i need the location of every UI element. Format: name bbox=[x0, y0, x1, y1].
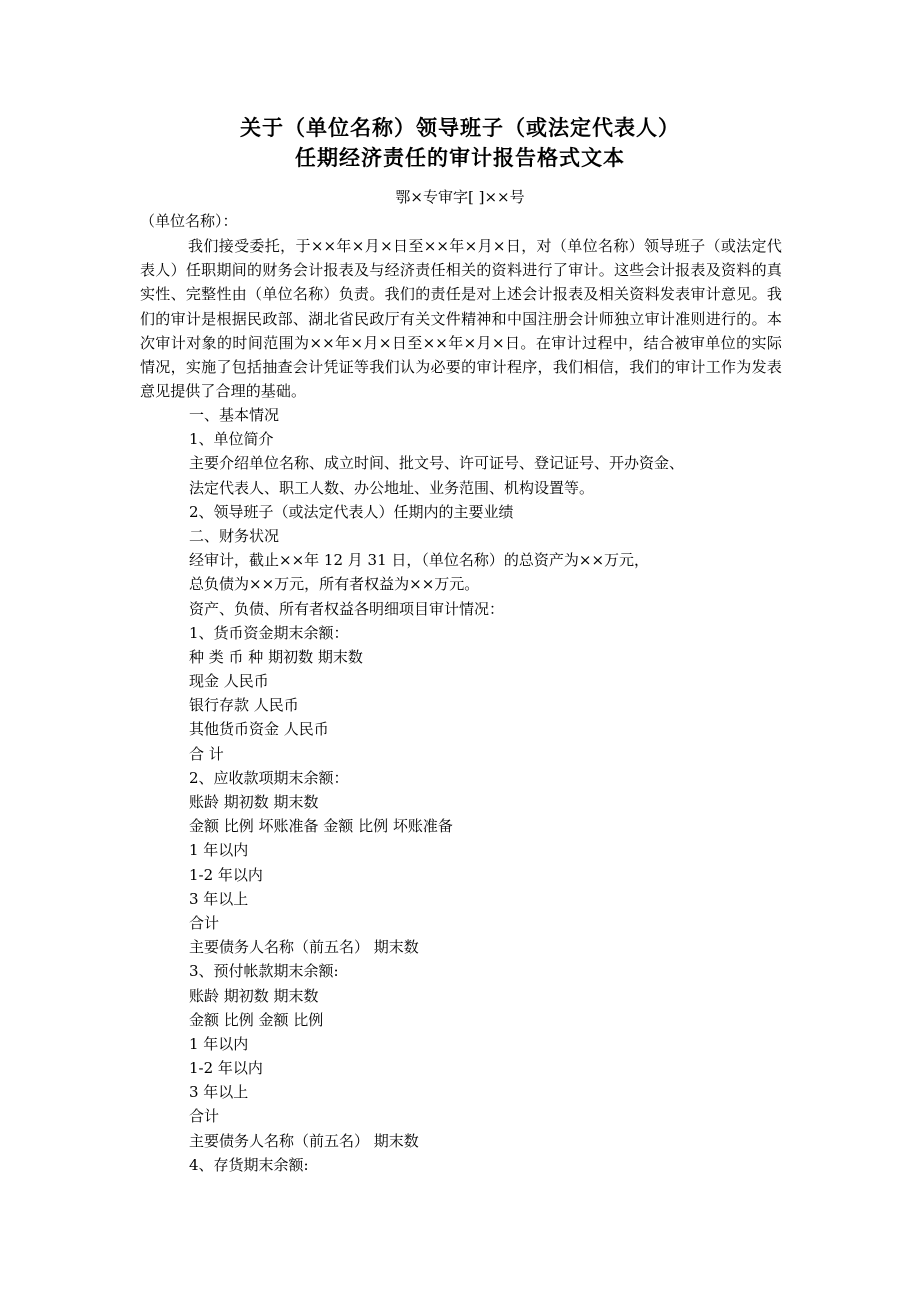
body-line: 主要债务人名称（前五名） 期末数 bbox=[189, 938, 419, 957]
body-line: 金额 比例 坏账准备 金额 比例 坏账准备 bbox=[189, 817, 453, 836]
body-line: 法定代表人、职工人数、办公地址、业务范围、机构设置等。 bbox=[189, 478, 595, 497]
body-line: 1-2 年以内 bbox=[189, 865, 263, 884]
body-line: 种 类 币 种 期初数 期末数 bbox=[189, 647, 363, 666]
body-line: 1、货币资金期末余额： bbox=[189, 623, 349, 642]
body-line: 总负债为××万元，所有者权益为××万元。 bbox=[189, 575, 480, 594]
body-line: 二、财务状况 bbox=[189, 526, 280, 545]
body-line: 1 年以内 bbox=[189, 1034, 249, 1053]
body-line: 经审计，截止××年 12 月 31 日，（单位名称）的总资产为××万元， bbox=[189, 551, 650, 570]
body-line: 主要介绍单位名称、成立时间、批文号、许可证号、登记证号、开办资金、 bbox=[189, 454, 685, 473]
body-line: 3 年以上 bbox=[189, 889, 249, 908]
body-line: 一、基本情况 bbox=[189, 406, 280, 424]
document-title-line-1: 关于（单位名称）领导班子（或法定代表人） bbox=[240, 116, 680, 140]
body-line: 资产、负债、所有者权益各明细项目审计情况： bbox=[189, 599, 505, 618]
body-line: 账龄 期初数 期末数 bbox=[189, 986, 319, 1005]
body-line: 1 年以内 bbox=[189, 841, 249, 860]
document-number: 鄂×专审字[ ]××号 bbox=[395, 188, 525, 206]
intro-paragraph: 我们接受委托，于××年×月×日至××年×月×日，对（单位名称）领导班子（或法定代表人）任职期间的财务会计报表及与经济责任相关的资料进行了审计。这些会计报表及资料的真实性、完整性由（单位名称）负责。我们的责任是对上述会计报表及相关资料发表审计意见。我们的审计是根据民政部、湖北省民政厅有关文件精神和中国注册会计师独立审计准则进行的。本次审计对象的时间范围为××年×月×日至××年×月×日。在审计过程中，结合被审单位的实际情况，实施了包括抽查会计凭证等我们认为必要的审计程序，我们相信，我们的审计工作为发表意见提供了合理的基础。 bbox=[140, 237, 782, 401]
body-line: 1-2 年以内 bbox=[189, 1059, 263, 1078]
body-line: 2、应收款项期末余额： bbox=[189, 768, 349, 787]
body-line: 合 计 bbox=[189, 744, 224, 763]
report-body-lines bbox=[189, 403, 789, 1177]
body-line: 账龄 期初数 期末数 bbox=[189, 793, 319, 811]
body-line: 3、预付帐款期末余额: bbox=[189, 962, 339, 981]
salutation: （单位名称）： bbox=[140, 212, 238, 230]
body-line: 银行存款 人民币 bbox=[189, 696, 299, 715]
body-line: 4、存货期末余额: bbox=[189, 1155, 309, 1174]
body-line: 2、领导班子（或法定代表人）任期内的主要业绩 bbox=[189, 502, 514, 521]
body-line: 合计 bbox=[189, 913, 220, 932]
body-line: 其他货币资金 人民币 bbox=[189, 720, 329, 739]
body-line: 3 年以上 bbox=[189, 1083, 249, 1102]
body-line: 1、单位简介 bbox=[189, 430, 274, 449]
body-line: 合计 bbox=[189, 1107, 220, 1126]
body-line: 金额 比例 金额 比例 bbox=[189, 1010, 324, 1029]
body-line: 主要债务人名称（前五名） 期末数 bbox=[189, 1131, 419, 1150]
body-line: 现金 人民币 bbox=[189, 672, 269, 691]
document-title-line-2: 任期经济责任的审计报告格式文本 bbox=[295, 146, 625, 170]
